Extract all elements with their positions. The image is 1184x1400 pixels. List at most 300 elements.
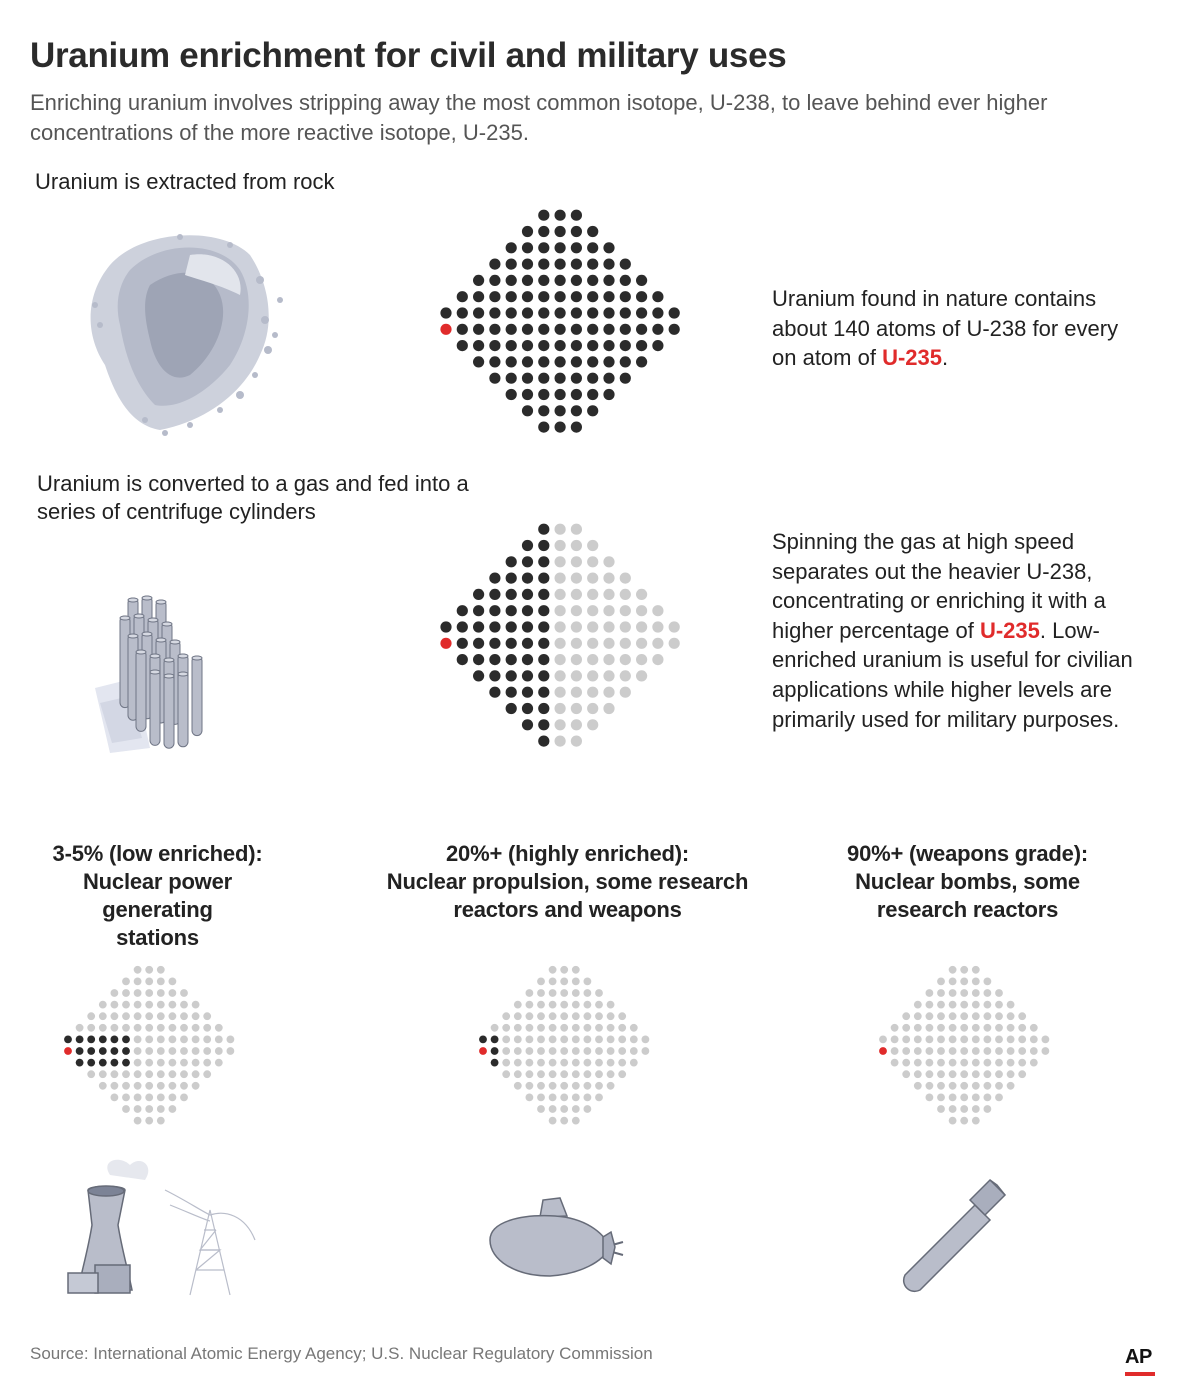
atom-dot: [538, 405, 549, 416]
atom-dot: [134, 1047, 142, 1055]
atom-dot: [169, 1070, 177, 1078]
atom-dot: [489, 275, 500, 286]
atom-dot: [584, 1012, 592, 1020]
atom-dot: [972, 966, 980, 974]
atom-dot: [595, 1047, 603, 1055]
atom-dot: [473, 605, 484, 616]
atom-dot: [603, 703, 614, 714]
atom-dot: [526, 1024, 534, 1032]
atom-dot: [145, 1117, 153, 1125]
atom-dot: [595, 1059, 603, 1067]
atom-dot: [134, 1070, 142, 1078]
atom-dot: [134, 1094, 142, 1102]
atom-dot: [555, 307, 566, 318]
atom-dot: [522, 654, 533, 665]
atom-dot: [99, 1024, 107, 1032]
atom-dot: [549, 978, 557, 986]
atom-dot: [473, 638, 484, 649]
atom-dot: [555, 340, 566, 351]
atom-dot: [620, 324, 631, 335]
atom-dot: [538, 389, 549, 400]
atom-dot: [526, 1082, 534, 1090]
atom-dot: [538, 373, 549, 384]
atom-dot: [595, 1001, 603, 1009]
atom-dot: [538, 670, 549, 681]
atom-dot: [145, 1082, 153, 1090]
atom-dot: [457, 324, 468, 335]
atom-dot: [157, 1047, 165, 1055]
atom-dot: [87, 1024, 95, 1032]
atom-dot: [960, 1024, 968, 1032]
centrifuge-icon: [90, 588, 220, 773]
atom-dot: [506, 307, 517, 318]
u235-atom: [440, 638, 451, 649]
atom-dot: [560, 1117, 568, 1125]
atom-dot: [157, 1070, 165, 1078]
atom-dot: [555, 291, 566, 302]
atom-dot: [902, 1047, 910, 1055]
atom-dot: [571, 405, 582, 416]
atom-dot: [571, 422, 582, 433]
atom-dot: [587, 324, 598, 335]
atom-dot: [587, 589, 598, 600]
atom-dot: [555, 573, 566, 584]
atom-dot: [587, 373, 598, 384]
atom-dot: [538, 638, 549, 649]
atom-dot: [491, 1047, 499, 1055]
atom-dot: [595, 1082, 603, 1090]
atom-dot: [960, 1117, 968, 1125]
atom-dot: [526, 989, 534, 997]
atom-dot: [595, 1024, 603, 1032]
atom-dot: [157, 978, 165, 986]
atom-dot: [514, 1001, 522, 1009]
atom-dot: [1007, 1059, 1015, 1067]
atom-dot: [537, 978, 545, 986]
atom-dot: [960, 989, 968, 997]
atom-dot: [99, 1070, 107, 1078]
step-1-label: Uranium is extracted from rock: [35, 169, 335, 194]
atom-dot: [937, 978, 945, 986]
atom-dot: [555, 405, 566, 416]
atom-dot: [506, 621, 517, 632]
atom-dot: [620, 291, 631, 302]
atom-dot: [134, 978, 142, 986]
atom-dot: [514, 1012, 522, 1020]
atom-dot: [972, 1105, 980, 1113]
atom-dot: [192, 1070, 200, 1078]
atom-dot: [192, 1001, 200, 1009]
atom-dot: [926, 1036, 934, 1044]
atom-dot: [555, 687, 566, 698]
atom-dot: [537, 1012, 545, 1020]
atom-dot: [145, 978, 153, 986]
atom-dot: [180, 1059, 188, 1067]
atom-dot: [642, 1047, 650, 1055]
atom-dot: [1007, 1024, 1015, 1032]
atom-dot: [489, 654, 500, 665]
atom-dot: [555, 275, 566, 286]
atom-dot: [489, 291, 500, 302]
atom-dot: [618, 1059, 626, 1067]
atom-dot: [587, 275, 598, 286]
atom-dot: [926, 1001, 934, 1009]
atom-dot: [134, 1001, 142, 1009]
atom-dot: [949, 966, 957, 974]
atom-dot: [537, 1082, 545, 1090]
atom-dot: [122, 1047, 130, 1055]
centrifuge-cylinder-top: [134, 614, 144, 618]
atom-dot: [914, 1012, 922, 1020]
atom-dot: [522, 275, 533, 286]
atom-dot: [203, 1059, 211, 1067]
atom-dot: [145, 1059, 153, 1067]
atom-dot: [502, 1012, 510, 1020]
atom-dot: [473, 291, 484, 302]
atom-dot: [157, 966, 165, 974]
atom-dot: [157, 1036, 165, 1044]
atom-dot: [506, 687, 517, 698]
atom-dot: [227, 1047, 235, 1055]
atom-dot: [972, 1036, 980, 1044]
atom-dot: [522, 638, 533, 649]
atom-dot: [549, 1036, 557, 1044]
atom-dot: [538, 275, 549, 286]
atom-dot: [555, 226, 566, 237]
atom-dot: [571, 719, 582, 730]
centrifuge-cylinder-top: [178, 654, 188, 658]
atom-dot: [457, 605, 468, 616]
atom-dot: [949, 1105, 957, 1113]
atom-dot: [937, 1001, 945, 1009]
step-2-description: Spinning the gas at high speed separates out the heavier U-238, concentrating or enriching it with a higher percentage of U-235. Low-enriched uranium is useful for civilian applications while higher levels are primarily used for military purposes.: [772, 529, 1133, 732]
atom-dot: [506, 389, 517, 400]
atom-dot: [972, 1117, 980, 1125]
atom-dot: [491, 1024, 499, 1032]
atom-dot: [560, 1047, 568, 1055]
atom-dot: [960, 1070, 968, 1078]
atom-dot: [949, 1001, 957, 1009]
centrifuge-cylinder-top: [150, 670, 160, 674]
atom-dot: [522, 307, 533, 318]
atom-dot: [555, 654, 566, 665]
atom-dot: [584, 1024, 592, 1032]
atom-dot: [572, 978, 580, 986]
ap-logo-bar: [1125, 1372, 1155, 1376]
atom-dot: [603, 638, 614, 649]
atom-dot: [99, 1012, 107, 1020]
atom-dot: [180, 1024, 188, 1032]
atom-dot: [87, 1012, 95, 1020]
atom-dot: [607, 1070, 615, 1078]
atom-dot: [522, 389, 533, 400]
atom-dot: [620, 605, 631, 616]
atom-dot: [595, 1012, 603, 1020]
atom-dot: [180, 1082, 188, 1090]
atom-dot: [560, 1059, 568, 1067]
centrifuge-cylinder-top: [148, 618, 158, 622]
atom-dot: [99, 1047, 107, 1055]
centrifuge-cylinder-top: [192, 656, 202, 660]
atom-dot: [1042, 1047, 1050, 1055]
atom-dot: [584, 1036, 592, 1044]
atom-dot: [587, 307, 598, 318]
atom-dot: [607, 1001, 615, 1009]
atom-dot: [157, 1082, 165, 1090]
atom-dot: [984, 1047, 992, 1055]
atom-dot: [902, 1024, 910, 1032]
atom-dot: [526, 1070, 534, 1078]
atom-dot: [560, 978, 568, 986]
atom-dot: [473, 670, 484, 681]
atom-dot: [960, 966, 968, 974]
atom-dot: [169, 989, 177, 997]
atom-dot: [192, 1082, 200, 1090]
atom-dot: [538, 307, 549, 318]
atom-dot: [157, 1012, 165, 1020]
atom-dot: [555, 621, 566, 632]
atom-dot: [549, 1070, 557, 1078]
atom-dot: [180, 1094, 188, 1102]
atom-dot: [949, 1082, 957, 1090]
atom-dot: [630, 1047, 638, 1055]
atom-dot: [618, 1070, 626, 1078]
atom-dot: [111, 1094, 119, 1102]
atom-dot: [522, 621, 533, 632]
atom-dot: [572, 989, 580, 997]
atom-dot: [145, 1012, 153, 1020]
atom-dot: [526, 1012, 534, 1020]
atom-dot: [926, 1012, 934, 1020]
atom-dot: [549, 1001, 557, 1009]
atom-dot: [1007, 1047, 1015, 1055]
atom-dot: [603, 556, 614, 567]
atom-dot: [607, 1059, 615, 1067]
atom-dot: [538, 654, 549, 665]
atom-dot: [502, 1036, 510, 1044]
atom-dot: [603, 275, 614, 286]
atom-dot: [122, 1001, 130, 1009]
atom-dot: [134, 989, 142, 997]
atom-dot: [440, 621, 451, 632]
atom-dot: [522, 356, 533, 367]
atom-dot: [571, 259, 582, 270]
atom-dot: [571, 307, 582, 318]
centrifuge-cylinder-top: [170, 640, 180, 644]
atom-dot: [489, 356, 500, 367]
atom-dot: [522, 324, 533, 335]
atom-dot: [571, 556, 582, 567]
atom-dot: [555, 524, 566, 535]
atom-dot: [914, 1059, 922, 1067]
atom-dot: [571, 324, 582, 335]
atom-dot: [949, 1094, 957, 1102]
atom-dot: [960, 1105, 968, 1113]
atom-dot: [506, 291, 517, 302]
atom-dot: [636, 356, 647, 367]
atom-dot: [157, 1001, 165, 1009]
u235-highlight: U-235: [979, 617, 1040, 643]
atom-dot: [522, 556, 533, 567]
atom-dot: [984, 1001, 992, 1009]
atom-dot: [620, 621, 631, 632]
atom-dot: [995, 1070, 1003, 1078]
atom-dot: [506, 340, 517, 351]
atom-dot: [926, 1024, 934, 1032]
atom-dot: [572, 1059, 580, 1067]
atom-dot: [630, 1024, 638, 1032]
atom-dot: [972, 1001, 980, 1009]
atom-dot: [555, 422, 566, 433]
atom-dot: [587, 670, 598, 681]
atom-dot: [87, 1036, 95, 1044]
atom-dot: [99, 1001, 107, 1009]
atom-dot: [949, 1024, 957, 1032]
atom-dot: [203, 1024, 211, 1032]
atom-dot: [587, 242, 598, 253]
atom-dot: [549, 1059, 557, 1067]
atom-dot: [555, 259, 566, 270]
atom-dot: [960, 1047, 968, 1055]
atom-dot: [560, 1036, 568, 1044]
atom-dot: [473, 324, 484, 335]
atom-dot: [587, 540, 598, 551]
atom-dot: [555, 389, 566, 400]
atom-dot: [620, 573, 631, 584]
atom-dot: [538, 242, 549, 253]
atom-dot: [937, 1024, 945, 1032]
atom-dot: [584, 1082, 592, 1090]
atom-dot: [169, 1001, 177, 1009]
atom-dot: [522, 670, 533, 681]
atom-dot: [560, 966, 568, 974]
atom-dot: [984, 1082, 992, 1090]
atom-dot: [1007, 1012, 1015, 1020]
atom-dot: [502, 1059, 510, 1067]
atom-dot: [571, 589, 582, 600]
atom-dot: [506, 654, 517, 665]
atom-dot: [555, 719, 566, 730]
atom-dot: [489, 373, 500, 384]
atom-dot: [595, 989, 603, 997]
atom-dot: [560, 989, 568, 997]
atom-dot: [122, 1059, 130, 1067]
atom-dot: [122, 1024, 130, 1032]
atom-dot: [526, 1094, 534, 1102]
atom-dot: [603, 621, 614, 632]
atom-dot: [192, 1024, 200, 1032]
atom-dot: [538, 736, 549, 747]
atom-dot: [169, 978, 177, 986]
atom-dot: [473, 621, 484, 632]
atom-dot: [122, 978, 130, 986]
atom-dot: [134, 1105, 142, 1113]
atom-dot: [926, 1094, 934, 1102]
atom-dot: [914, 1036, 922, 1044]
atom-dot: [571, 210, 582, 221]
atom-dot: [479, 1036, 487, 1044]
atom-dot: [642, 1036, 650, 1044]
atom-dot: [937, 1082, 945, 1090]
atom-dot: [538, 340, 549, 351]
atom-dot: [603, 324, 614, 335]
level-use: Nuclear power generating stations: [82, 869, 232, 950]
atom-dot: [489, 324, 500, 335]
atom-dot: [960, 1001, 968, 1009]
atom-dot: [587, 556, 598, 567]
atom-dot: [489, 605, 500, 616]
atom-dot: [145, 1036, 153, 1044]
atom-dot: [572, 1036, 580, 1044]
atom-dot: [972, 1047, 980, 1055]
atom-dot: [555, 703, 566, 714]
atom-dot: [587, 621, 598, 632]
atom-dot: [960, 1036, 968, 1044]
atom-dot: [603, 605, 614, 616]
centrifuge-cylinder-top: [150, 654, 160, 658]
atom-dot: [522, 405, 533, 416]
atom-dot: [879, 1036, 887, 1044]
atom-dot: [636, 275, 647, 286]
atom-dot: [572, 1094, 580, 1102]
atom-dot: [555, 638, 566, 649]
atom-dot: [607, 1012, 615, 1020]
atom-dot: [538, 621, 549, 632]
atom-dot: [571, 687, 582, 698]
atom-dot: [522, 719, 533, 730]
atom-dot: [549, 1082, 557, 1090]
atom-dot: [502, 1024, 510, 1032]
atom-dot: [572, 1047, 580, 1055]
atom-dot: [506, 242, 517, 253]
atom-dot: [180, 1036, 188, 1044]
atom-dot: [984, 1036, 992, 1044]
atom-dot: [489, 589, 500, 600]
atom-dot: [145, 1070, 153, 1078]
atom-dot: [995, 1059, 1003, 1067]
atom-dot: [937, 1105, 945, 1113]
atom-dot: [587, 340, 598, 351]
atom-dot: [636, 291, 647, 302]
atom-dot: [652, 340, 663, 351]
atom-dot: [571, 275, 582, 286]
atom-dot: [620, 356, 631, 367]
atom-dot: [555, 210, 566, 221]
atom-dot: [620, 307, 631, 318]
atom-dot: [571, 573, 582, 584]
atom-dot: [560, 1001, 568, 1009]
atom-dot: [603, 242, 614, 253]
atom-dot: [522, 605, 533, 616]
atom-dot: [522, 373, 533, 384]
atom-dot: [457, 638, 468, 649]
atom-dot: [618, 1047, 626, 1055]
atom-dot: [636, 340, 647, 351]
atom-dot: [618, 1012, 626, 1020]
atom-dot: [587, 719, 598, 730]
atom-dot: [549, 1094, 557, 1102]
atom-dot: [203, 1070, 211, 1078]
atom-dot: [537, 1047, 545, 1055]
atom-dot: [526, 1059, 534, 1067]
atom-dot: [572, 1070, 580, 1078]
atom-dot: [203, 1036, 211, 1044]
atom-dot: [99, 1082, 107, 1090]
atom-dot: [603, 259, 614, 270]
atom-dot: [506, 670, 517, 681]
centrifuge-cylinder-top: [164, 658, 174, 662]
atom-dot: [937, 1036, 945, 1044]
